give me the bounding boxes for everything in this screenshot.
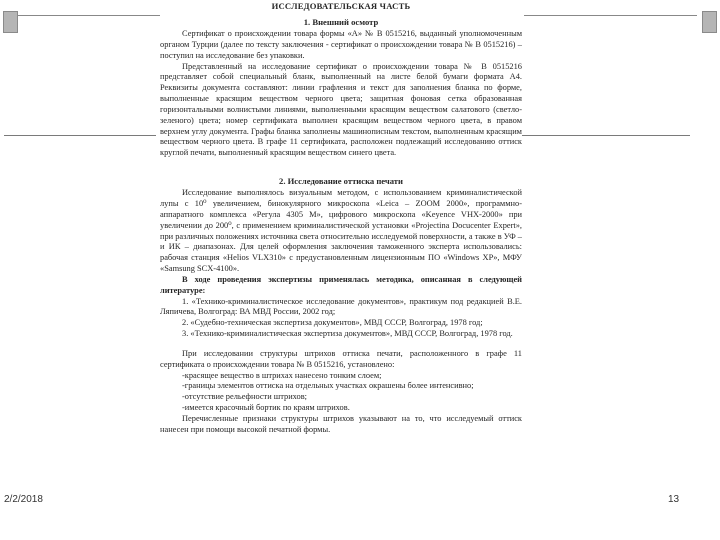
document-title: ИССЛЕДОВАТЕЛЬСКАЯ ЧАСТЬ bbox=[271, 1, 411, 11]
slide-header-rule-left bbox=[18, 15, 160, 16]
slide-side-rule-left bbox=[4, 135, 156, 136]
literature-item: 1. «Технико-криминалистическое исследование документов», практикум под редакцией В.Е. Ляпичева, Волгоград: ВА МВД России, 2002 год; bbox=[160, 296, 522, 317]
literature-item: 2. «Судебно-техническая экспертиза документов», МВД СССР, Волгоград, 1978 год; bbox=[182, 318, 483, 328]
section-1-paragraph: Представленный на исследование сертификат о происхождении товара № В 0515216 представляет собой специальный бланк, выполненный на листе белой бумаги формата А4. Реквизиты документа составляют: линии графления и текст для заполнения бланка по форме, выполненные красящим веществом черного цвета; защитная фоновая сетка образованная горизонтальными волнистыми линиями, выполненными красящим веществом салатового (светло-зеленого) цвета; номер сертификата выполнен красящим веществом черного цвета, в правом верхнем углу документа. Графы бланка заполнены машинописным текстом, выполненным красящим веществом черного цвета. В графе 11 сертификата, расположен подлежащий исследованию оттиск круглой печати, выполненный красящим веществом синего цвета. bbox=[160, 61, 522, 158]
section-1-paragraph: Сертификат о происхождении товара формы «А» № В 0515216, выданный уполномоченным органом Турции (далее по тексту заключения - сертификат о происхождении товара № В 0515216) – поступил на исследование без упаковки. bbox=[160, 29, 522, 60]
slide-corner-box-right bbox=[702, 11, 717, 33]
slide-corner-box-left bbox=[3, 11, 18, 33]
section-2-intro: Исследование выполнялось визуальным методом, с использованием криминалистической лупы с 10⁰ увеличением, бинокулярного микроскопа «Leica – ZOOM 2000», программно-аппаратного комплекса «Регула 4305 М», цифрового микроскопа «Keyence VHX-2000» при увеличении до 200⁰, с применением криминалистической установки «Projectina Docucenter Expert», при различных положениях источника света относительно исследуемой поверхности, а также в УФ – и ИК – диапазонах. Для целей оформления заключения таможенного эксперта использовались: рабочая станция «Helios VLX310» с предустановленным лицензионным ПО «Windows XP», МФУ «Samsung SCX-4100». bbox=[160, 188, 522, 274]
section-2-heading: 2. Исследование оттиска печати bbox=[279, 176, 403, 187]
methodology-lead: В ходе проведения экспертизы применялась методика, описанная в следующей литературе: bbox=[160, 274, 522, 295]
slide-header-rule-right bbox=[524, 15, 697, 16]
slide-side-rule-right bbox=[522, 135, 690, 136]
slide-date: 2/2/2018 bbox=[4, 494, 43, 505]
finding-item: -границы элементов оттиска на отдельных участках окрашены более интенсивно; bbox=[182, 381, 474, 391]
finding-item: -отсутствие рельефности штрихов; bbox=[182, 392, 308, 402]
literature-item: 3. «Технико-криминалистическая экспертиза документов», МВД СССР, Волгоград, 1978 год. bbox=[182, 329, 513, 339]
finding-item: -красящее вещество в штрихах нанесено тонким слоем; bbox=[182, 370, 382, 380]
document-scan bbox=[160, 0, 522, 540]
structure-lead: При исследовании структуры штрихов оттиска печати, расположенного в графе 11 сертификата о происхождении товара № В 0515216, установлено: bbox=[160, 348, 522, 369]
slide-page-number: 13 bbox=[668, 494, 680, 505]
finding-item: -имеется красочный бортик по краям штрихов. bbox=[182, 403, 350, 413]
section-1-heading: 1. Внешний осмотр bbox=[303, 17, 379, 27]
conclusion-paragraph: Перечисленные признаки структуры штрихов указывают на то, что исследуемый оттиск нанесен при помощи высокой печатной формы. bbox=[160, 414, 522, 434]
